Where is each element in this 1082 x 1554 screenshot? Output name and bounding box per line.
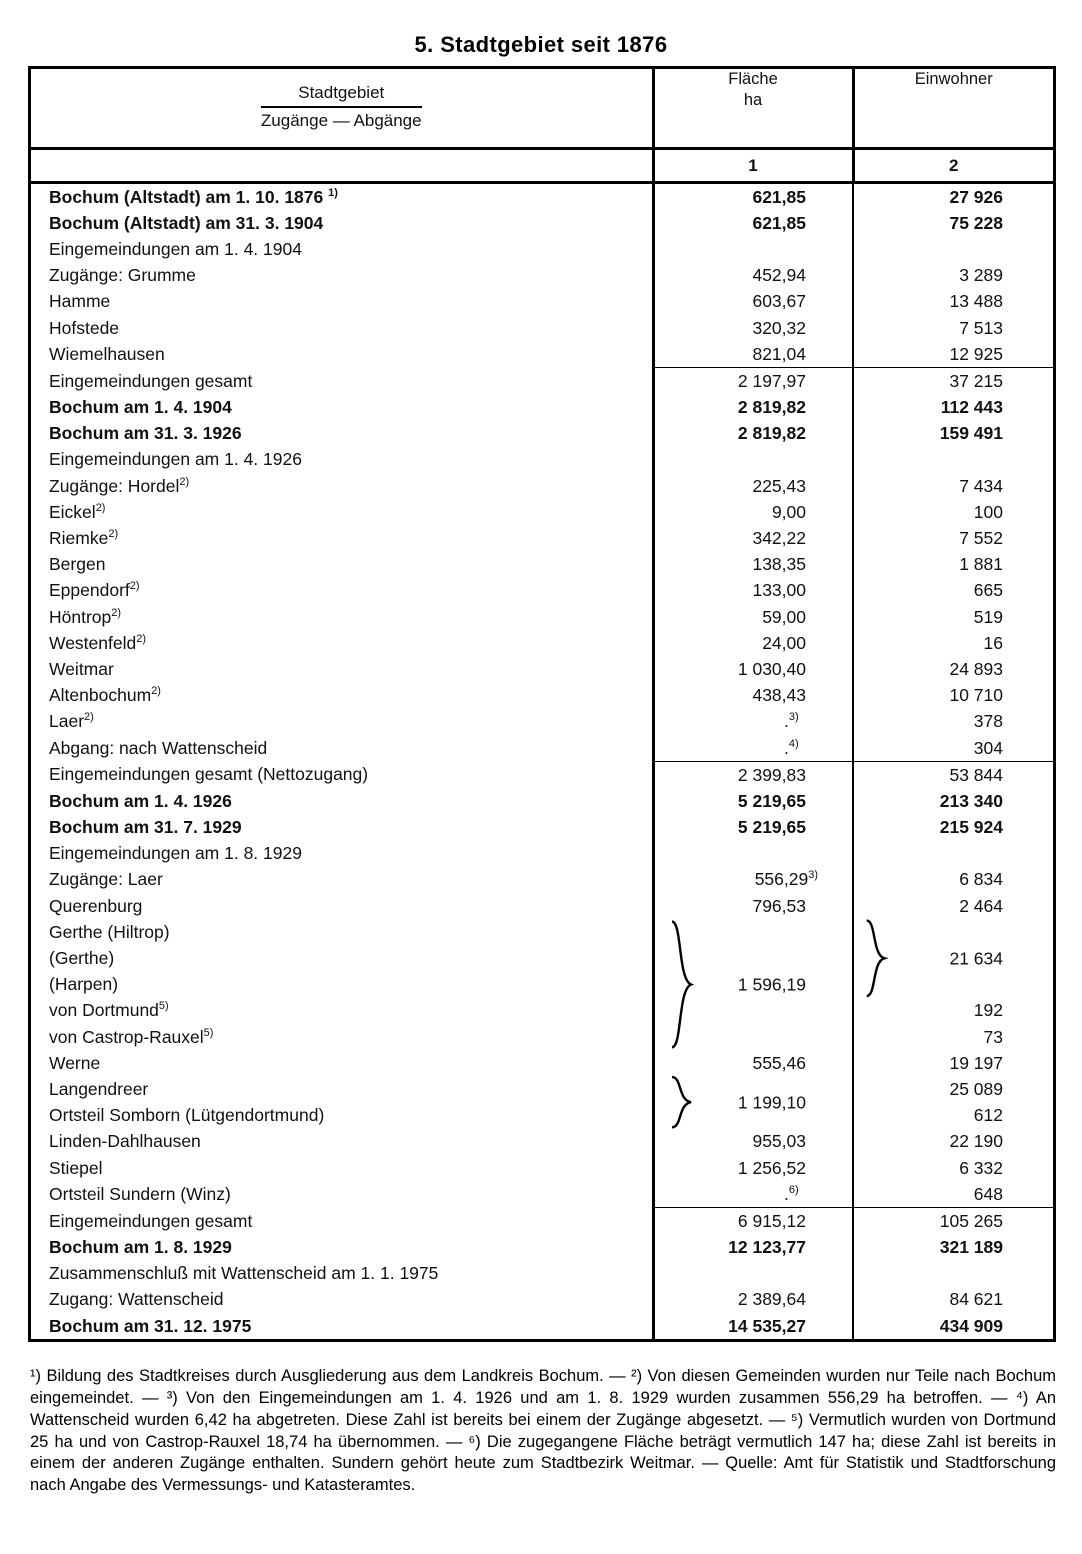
row-label: (Gerthe)	[49, 948, 115, 969]
row-label: Weitmar	[49, 658, 114, 679]
footnote-marker: 6)	[788, 1183, 799, 1196]
row-label: Hamme	[49, 291, 111, 312]
header-label-rule	[261, 106, 422, 108]
table-row	[31, 183, 1053, 211]
population-value: 112 443	[853, 395, 1053, 421]
population-value: 25 089	[853, 1076, 1053, 1102]
area-brace-group	[653, 1076, 853, 1128]
footnote-marker: 5)	[158, 1000, 169, 1013]
population-value: 6 332	[853, 1155, 1053, 1181]
row-label: Wiemelhausen	[49, 343, 165, 364]
table-row	[31, 1261, 1053, 1287]
statistics-table-frame	[28, 66, 1056, 1342]
row-label: Bochum am 1. 4. 1926	[49, 790, 232, 811]
row-label: von Dortmund$^{5)}$	[49, 1000, 169, 1021]
row-label: Bochum am 1. 8. 1929	[49, 1237, 232, 1258]
area-value: 1 596,19	[737, 974, 806, 995]
curly-brace-icon	[864, 919, 888, 998]
area-value: 6 915,12	[653, 1208, 853, 1235]
row-label: Ortsteil Somborn (Lütgendortmund)	[49, 1105, 325, 1126]
table-header	[31, 69, 1053, 183]
table-row	[31, 236, 1053, 262]
table-row	[31, 1313, 1053, 1339]
table-row	[31, 1050, 1053, 1076]
population-value: 192	[853, 998, 1053, 1024]
population-value: 16	[853, 630, 1053, 656]
table-row	[31, 447, 1053, 473]
population-value: 7 513	[853, 315, 1053, 341]
area-value: 5 219,65	[653, 788, 853, 814]
area-value: 9,00	[653, 499, 853, 525]
area-value	[653, 841, 853, 867]
population-value: 37 215	[853, 368, 1053, 395]
table-row	[31, 1076, 1053, 1102]
table-row	[31, 1181, 1053, 1208]
header-cell-label	[31, 69, 653, 149]
table-row	[31, 1287, 1053, 1313]
population-value: 519	[853, 604, 1053, 630]
area-value: 452,94	[653, 263, 853, 289]
population-value: 21 634	[949, 948, 1003, 969]
population-value	[853, 236, 1053, 262]
area-value: .$^{3)}$	[653, 709, 853, 735]
table-row	[31, 315, 1053, 341]
row-label: Stiepel	[49, 1157, 103, 1178]
row-label: Eingemeindungen am 1. 4. 1926	[49, 449, 302, 470]
table-row	[31, 421, 1053, 447]
area-value: 603,67	[653, 289, 853, 315]
table-row	[31, 656, 1053, 682]
area-value: 955,03	[653, 1129, 853, 1155]
area-value: 2 819,82	[653, 421, 853, 447]
area-value: 342,22	[653, 525, 853, 551]
row-label: (Harpen)	[49, 974, 119, 995]
table-row	[31, 1129, 1053, 1155]
population-value: 2 464	[853, 893, 1053, 919]
population-value: 213 340	[853, 788, 1053, 814]
table-row	[31, 341, 1053, 368]
table-row	[31, 289, 1053, 315]
row-label: Ortsteil Sundern (Winz)	[49, 1183, 231, 1204]
population-value	[853, 447, 1053, 473]
table-body	[31, 183, 1053, 1340]
area-value: 24,00	[653, 630, 853, 656]
area-value: 5 219,65	[653, 815, 853, 841]
header-area-line1: Fläche	[728, 70, 778, 88]
table-row	[31, 1024, 1053, 1050]
area-value: 821,04	[653, 341, 853, 368]
table-row	[31, 395, 1053, 421]
row-label: Bochum am 31. 7. 1929	[49, 817, 242, 838]
area-value: 621,85	[653, 210, 853, 236]
table-row	[31, 263, 1053, 289]
row-label: Altenbochum$^{2)}$	[49, 685, 161, 706]
row-label: Werne	[49, 1052, 101, 1073]
area-value: 1 256,52	[653, 1155, 853, 1181]
row-label: Abgang: nach Wattenscheid	[49, 737, 268, 758]
area-value: 225,43	[653, 473, 853, 499]
table-row	[31, 1103, 1053, 1129]
area-value: 2 389,64	[653, 1287, 853, 1313]
row-label: Querenburg	[49, 895, 143, 916]
table-row	[31, 368, 1053, 395]
area-value: 2 197,97	[653, 368, 853, 395]
table-row	[31, 604, 1053, 630]
curly-brace-icon	[669, 1076, 695, 1128]
population-value: 22 190	[853, 1129, 1053, 1155]
table-row	[31, 473, 1053, 499]
table-row	[31, 815, 1053, 841]
row-label: Gerthe (Hiltrop)	[49, 921, 170, 942]
row-label: Hofstede	[49, 317, 120, 338]
area-value: 320,32	[653, 315, 853, 341]
table-row	[31, 735, 1053, 762]
header-label-top: Stadtgebiet	[298, 83, 385, 102]
table-row	[31, 998, 1053, 1024]
area-value: 133,00	[653, 578, 853, 604]
table-row	[31, 1155, 1053, 1181]
area-value: 12 123,77	[653, 1235, 853, 1261]
population-value: 13 488	[853, 289, 1053, 315]
area-value: 2 819,82	[653, 395, 853, 421]
row-label: Linden-Dahlhausen	[49, 1131, 201, 1152]
population-value: 7 552	[853, 525, 1053, 551]
row-label: Zusammenschluß mit Wattenscheid am 1. 1. 1975	[49, 1263, 439, 1284]
row-label: Bochum am 1. 4. 1904	[49, 397, 232, 418]
population-value: 378	[853, 709, 1053, 735]
column-number-population: 2	[853, 149, 1053, 183]
area-value: 438,43	[653, 683, 853, 709]
row-label: Eppendorf$^{2)}$	[49, 580, 140, 601]
population-value: 19 197	[853, 1050, 1053, 1076]
population-value: 215 924	[853, 815, 1053, 841]
row-label: Riemke$^{2)}$	[49, 528, 119, 549]
footnote-marker: 5)	[203, 1026, 214, 1039]
population-value: 434 909	[853, 1313, 1053, 1339]
statistics-table	[31, 69, 1053, 1339]
row-label: Eingemeindungen am 1. 4. 1904	[49, 238, 302, 259]
area-value: 555,46	[653, 1050, 853, 1076]
column-number-blank	[31, 149, 653, 183]
table-row	[31, 709, 1053, 735]
table-row	[31, 893, 1053, 919]
population-value: 100	[853, 499, 1053, 525]
population-value: 665	[853, 578, 1053, 604]
area-value	[653, 447, 853, 473]
table-row	[31, 919, 1053, 945]
footnotes-text: ¹) Bildung des Stadtkreises durch Ausgliederung aus dem Landkreis Bochum. — ²) Von diesen Gemeinden wurden nur Teile nach Bochum eingemeindet. — ³) Von den Eingemeindungen am 1. 4. 1926 und am 1. 8. 1929 wurden zusammen 556,29 ha betroffen. — ⁴) An Wattenscheid wurden 6,42 ha abgetreten. Diese Zahl ist bereits bei einem der Zugänge abgesetzt. — ⁵) Vermutlich wurden von Dortmund 25 ha und von Castrop-Rauxel 18,74 ha übernommen. — ⁶) Die zugegangene Fläche beträgt vermutlich 147 ha; diese Zahl ist bereits in einem der anderen Zugänge enthalten. Sundern gehört heute zum Stadtbezirk Weitmar. — Quelle: Amt für Statistik und Stadtforschung nach Angabe des Vermessungs- und Katasteramtes.	[30, 1367, 1056, 1495]
area-value: 59,00	[653, 604, 853, 630]
area-value: 621,85	[653, 183, 853, 211]
table-row	[31, 867, 1053, 893]
footnote-marker: 2)	[136, 632, 147, 645]
population-value: 75 228	[853, 210, 1053, 236]
row-label: Zugänge: Hordel$^{2)}$	[49, 475, 190, 496]
population-value: 3 289	[853, 263, 1053, 289]
population-value: 321 189	[853, 1235, 1053, 1261]
footnote-marker: 2)	[129, 580, 140, 593]
population-value: 304	[853, 735, 1053, 762]
area-value: 1 030,40	[653, 656, 853, 682]
population-value: 10 710	[853, 683, 1053, 709]
column-number-area: 1	[653, 149, 853, 183]
row-label: Bochum (Altstadt) am 31. 3. 1904	[49, 212, 324, 233]
area-value: 138,35	[653, 552, 853, 578]
area-brace-group	[653, 919, 853, 1050]
row-label: Bochum am 31. 3. 1926	[49, 423, 242, 444]
table-row	[31, 552, 1053, 578]
footnote-marker: 2)	[151, 685, 161, 698]
row-label: Zugänge: Laer	[49, 869, 163, 890]
row-label: Bochum (Altstadt) am 1. 10. 1876 $^{1)}$	[49, 186, 338, 207]
population-value: 24 893	[853, 656, 1053, 682]
population-value: 159 491	[853, 421, 1053, 447]
population-value: 1 881	[853, 552, 1053, 578]
table-row	[31, 683, 1053, 709]
row-label: Eingemeindungen gesamt	[49, 370, 253, 391]
header-cell-area	[653, 69, 853, 149]
table-row	[31, 1208, 1053, 1235]
area-value	[653, 1261, 853, 1287]
table-row	[31, 1235, 1053, 1261]
row-label: Bergen	[49, 554, 106, 575]
table-row	[31, 578, 1053, 604]
population-value: 648	[853, 1181, 1053, 1208]
footnote-marker: 4)	[788, 737, 799, 750]
population-value: 12 925	[853, 341, 1053, 368]
area-value: 556,29$^{3)}$	[653, 867, 853, 893]
area-value: .$^{4)}$	[653, 735, 853, 762]
row-label: Bochum am 31. 12. 1975	[49, 1315, 252, 1336]
footnote-marker: 1)	[328, 186, 338, 199]
column-number-row	[31, 149, 1053, 183]
population-value: 612	[853, 1103, 1053, 1129]
table-row	[31, 788, 1053, 814]
area-value: 2 399,83	[653, 762, 853, 789]
population-value	[853, 1261, 1053, 1287]
header-area-line2: ha	[743, 91, 763, 110]
table-row	[31, 525, 1053, 551]
population-value: 6 834	[853, 867, 1053, 893]
row-label: Zugänge: Grumme	[49, 265, 196, 286]
footnote-marker: 3)	[788, 711, 799, 724]
table-row	[31, 841, 1053, 867]
table-row	[31, 762, 1053, 789]
footnote-marker: 2)	[84, 711, 94, 724]
footnote-marker: 2)	[95, 502, 106, 515]
header-population-label: Einwohner	[914, 70, 993, 88]
footnote-marker: 2)	[179, 475, 190, 488]
row-label: Eickel$^{2)}$	[49, 501, 106, 522]
header-label-bottom: Zugänge — Abgänge	[260, 111, 422, 131]
population-value: 105 265	[853, 1208, 1053, 1235]
population-brace-group	[853, 919, 1053, 998]
table-row	[31, 499, 1053, 525]
header-cell-population	[853, 69, 1053, 149]
row-label: von Castrop-Rauxel$^{5)}$	[49, 1026, 214, 1047]
row-label: Langendreer	[49, 1078, 149, 1099]
row-label: Westenfeld$^{2)}$	[49, 632, 147, 653]
area-value: 14 535,27	[653, 1313, 853, 1339]
row-label: Zugang: Wattenscheid	[49, 1289, 224, 1310]
table-row	[31, 210, 1053, 236]
population-value	[853, 841, 1053, 867]
row-label: Eingemeindungen gesamt (Nettozugang)	[49, 764, 369, 785]
footnote-marker: 2)	[111, 606, 122, 619]
row-label: Höntrop$^{2)}$	[49, 606, 122, 627]
row-label: Laer$^{2)}$	[49, 711, 94, 732]
footnotes	[30, 1366, 1056, 1497]
table-row	[31, 630, 1053, 656]
footnote-marker: 2)	[108, 528, 119, 541]
page-title: 5. Stadtgebiet seit 1876	[414, 32, 668, 57]
population-value: 7 434	[853, 473, 1053, 499]
population-value: 53 844	[853, 762, 1053, 789]
area-value: 1 199,10	[737, 1092, 806, 1113]
footnote-marker: 3)	[808, 869, 818, 882]
row-label: Eingemeindungen gesamt	[49, 1210, 253, 1231]
area-value	[653, 236, 853, 262]
population-value: 73	[853, 1024, 1053, 1050]
area-value: 796,53	[653, 893, 853, 919]
population-value: 84 621	[853, 1287, 1053, 1313]
area-value: .$^{6)}$	[653, 1181, 853, 1208]
population-value: 27 926	[853, 183, 1053, 211]
curly-brace-icon	[669, 919, 695, 1050]
row-label: Eingemeindungen am 1. 8. 1929	[49, 843, 302, 864]
